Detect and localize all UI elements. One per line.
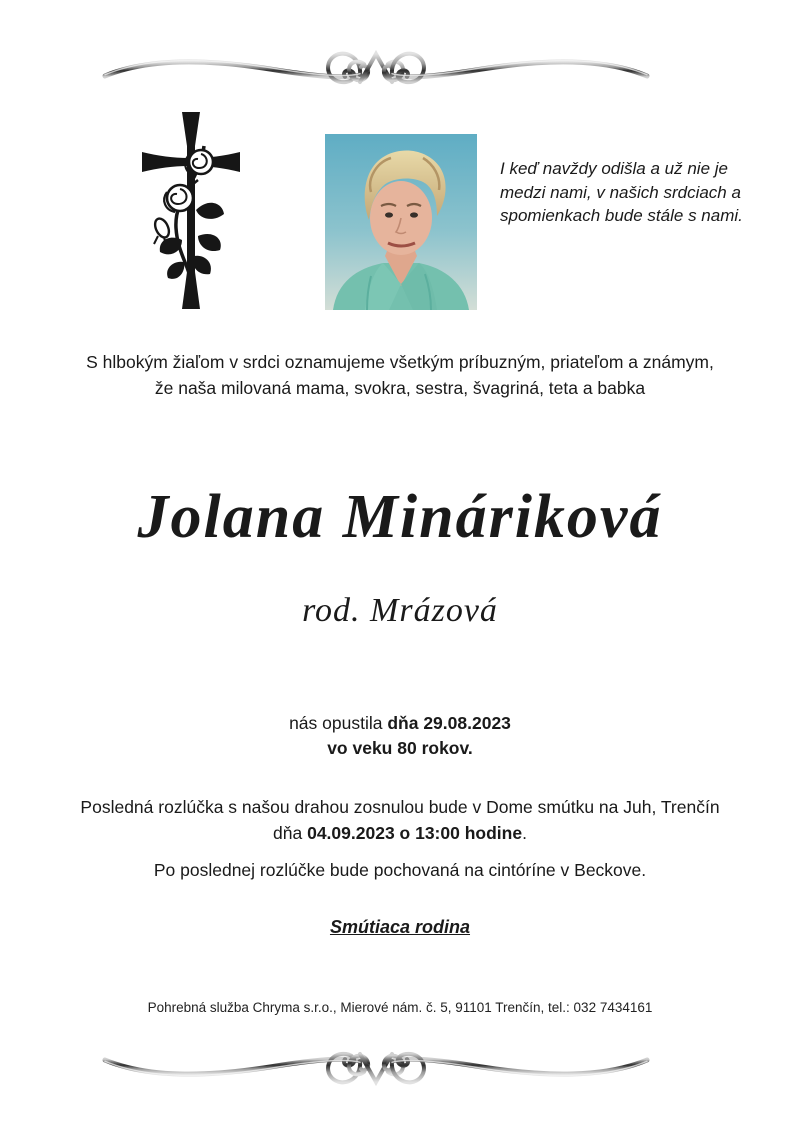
funeral-line2-prefix: dňa	[273, 823, 308, 843]
mourning-family-text: Smútiaca rodina	[329, 917, 471, 937]
burial-info: Po poslednej rozlúčke bude pochovaná na cintóríne v Beckove.	[153, 860, 647, 880]
mourning-family-signature	[0, 917, 800, 938]
portrait-photo	[325, 134, 477, 310]
memorial-quote	[500, 157, 748, 228]
quote-line: medzi nami, v našich srdciach a	[500, 182, 741, 202]
announcement-line2: že naša milovaná mama, svokra, sestra, švagriná, teta a babka	[154, 378, 646, 398]
passing-details	[0, 711, 800, 761]
flourish-divider-top-icon	[102, 44, 650, 98]
passing-line1-regular: nás opustila	[289, 713, 388, 733]
passing-line1	[0, 711, 800, 736]
funeral-service-contact: Pohrebná služba Chryma s.r.o., Mierové nám. č. 5, 91101 Trenčín, tel.: 032 7434161	[147, 1000, 653, 1015]
funeral-datetime: 04.09.2023 o 13:00 hodine	[307, 823, 523, 843]
quote-line: I keď navždy odišla a už nie je	[500, 159, 728, 178]
flourish-divider-bottom-icon	[102, 1038, 650, 1092]
funeral-line2	[0, 820, 800, 846]
funeral-details	[0, 794, 800, 846]
announcement-line1: S hlbokým žiaľom v srdci oznamujeme všetkým príbuzným, priateľom a známym,	[86, 352, 714, 372]
funeral-line1: Posledná rozlúčka s našou drahou zosnulou bude v Dome smútku na Juh, Trenčín	[80, 797, 720, 817]
quote-line: spomienkach bude stále s nami.	[500, 206, 743, 225]
passing-date: dňa 29.08.2023	[387, 713, 511, 733]
passing-age: vo veku 80 rokov.	[327, 738, 473, 758]
funeral-line2-suffix: .	[522, 823, 527, 843]
deceased-name: Jolana Mináriková	[137, 483, 663, 551]
announcement-text	[0, 349, 800, 401]
deceased-maiden-name: rod. Mrázová	[302, 592, 498, 629]
cross-with-roses-icon	[138, 110, 244, 312]
